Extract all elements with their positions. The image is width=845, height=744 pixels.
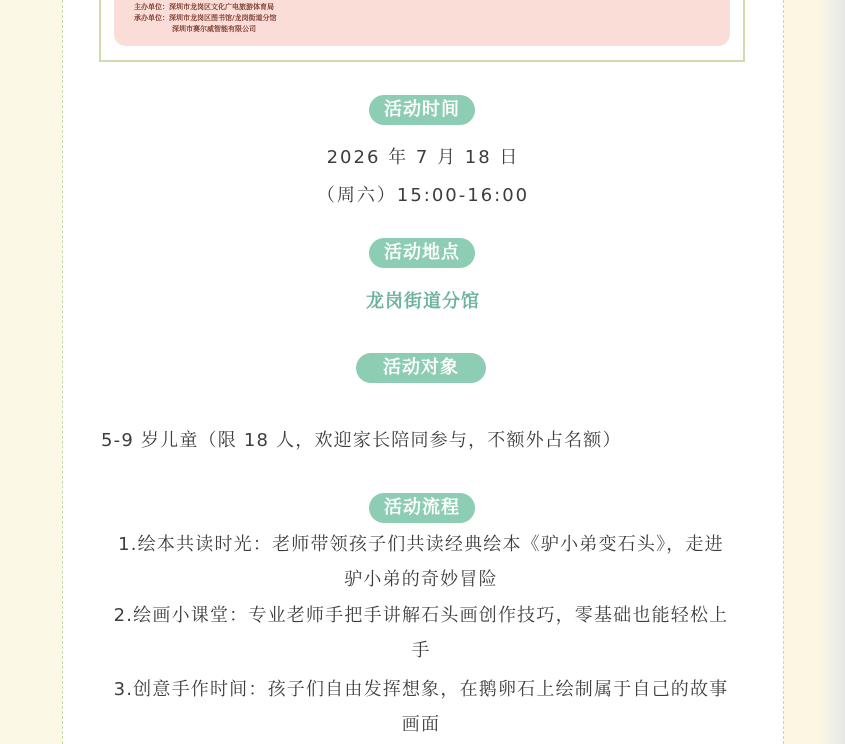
audience-description: 5-9 岁儿童（限 18 人，欢迎家长陪同参与，不额外占名额） xyxy=(101,430,622,451)
event-venue: 龙岗街道分馆 xyxy=(366,291,480,312)
flow-line: 画面 xyxy=(401,714,441,735)
flow-line: 手 xyxy=(411,640,431,661)
poster-image[interactable] xyxy=(114,0,730,46)
poster-host-company: 深圳市赛尔威智能有限公司 xyxy=(172,25,256,33)
event-date: 2026 年 7 月 18 日 xyxy=(326,147,520,168)
left-margin xyxy=(0,0,62,744)
audience-section-label: 活动对象 xyxy=(356,353,486,383)
flow-section-label: 活动流程 xyxy=(369,493,475,523)
poster-image-frame xyxy=(99,0,745,62)
time-section-label: 活动时间 xyxy=(369,95,475,125)
flow-line: 3.创意手作时间：孩子们自由发挥想象，在鹅卵石上绘制属于自己的故事 xyxy=(113,679,729,700)
flow-line: 1.绘本共读时光：老师带领孩子们共读经典绘本《驴小弟变石头》，走进 xyxy=(118,534,724,555)
location-section-label: 活动地点 xyxy=(369,238,475,268)
flow-line: 驴小弟的奇妙冒险 xyxy=(344,569,498,590)
flow-line: 2.绘画小课堂：专业老师手把手讲解石头画创作技巧，零基础也能轻松上 xyxy=(113,605,729,626)
poster-organizer: 主办单位：深圳市龙岗区文化广电旅游体育局 xyxy=(134,3,274,11)
scroll-shadow xyxy=(820,0,845,744)
article-body xyxy=(62,0,784,744)
poster-host: 承办单位：深圳市龙岗区图书馆/龙岗街道分馆 xyxy=(134,14,277,22)
event-hours: （周六）15:00-16:00 xyxy=(316,185,530,206)
